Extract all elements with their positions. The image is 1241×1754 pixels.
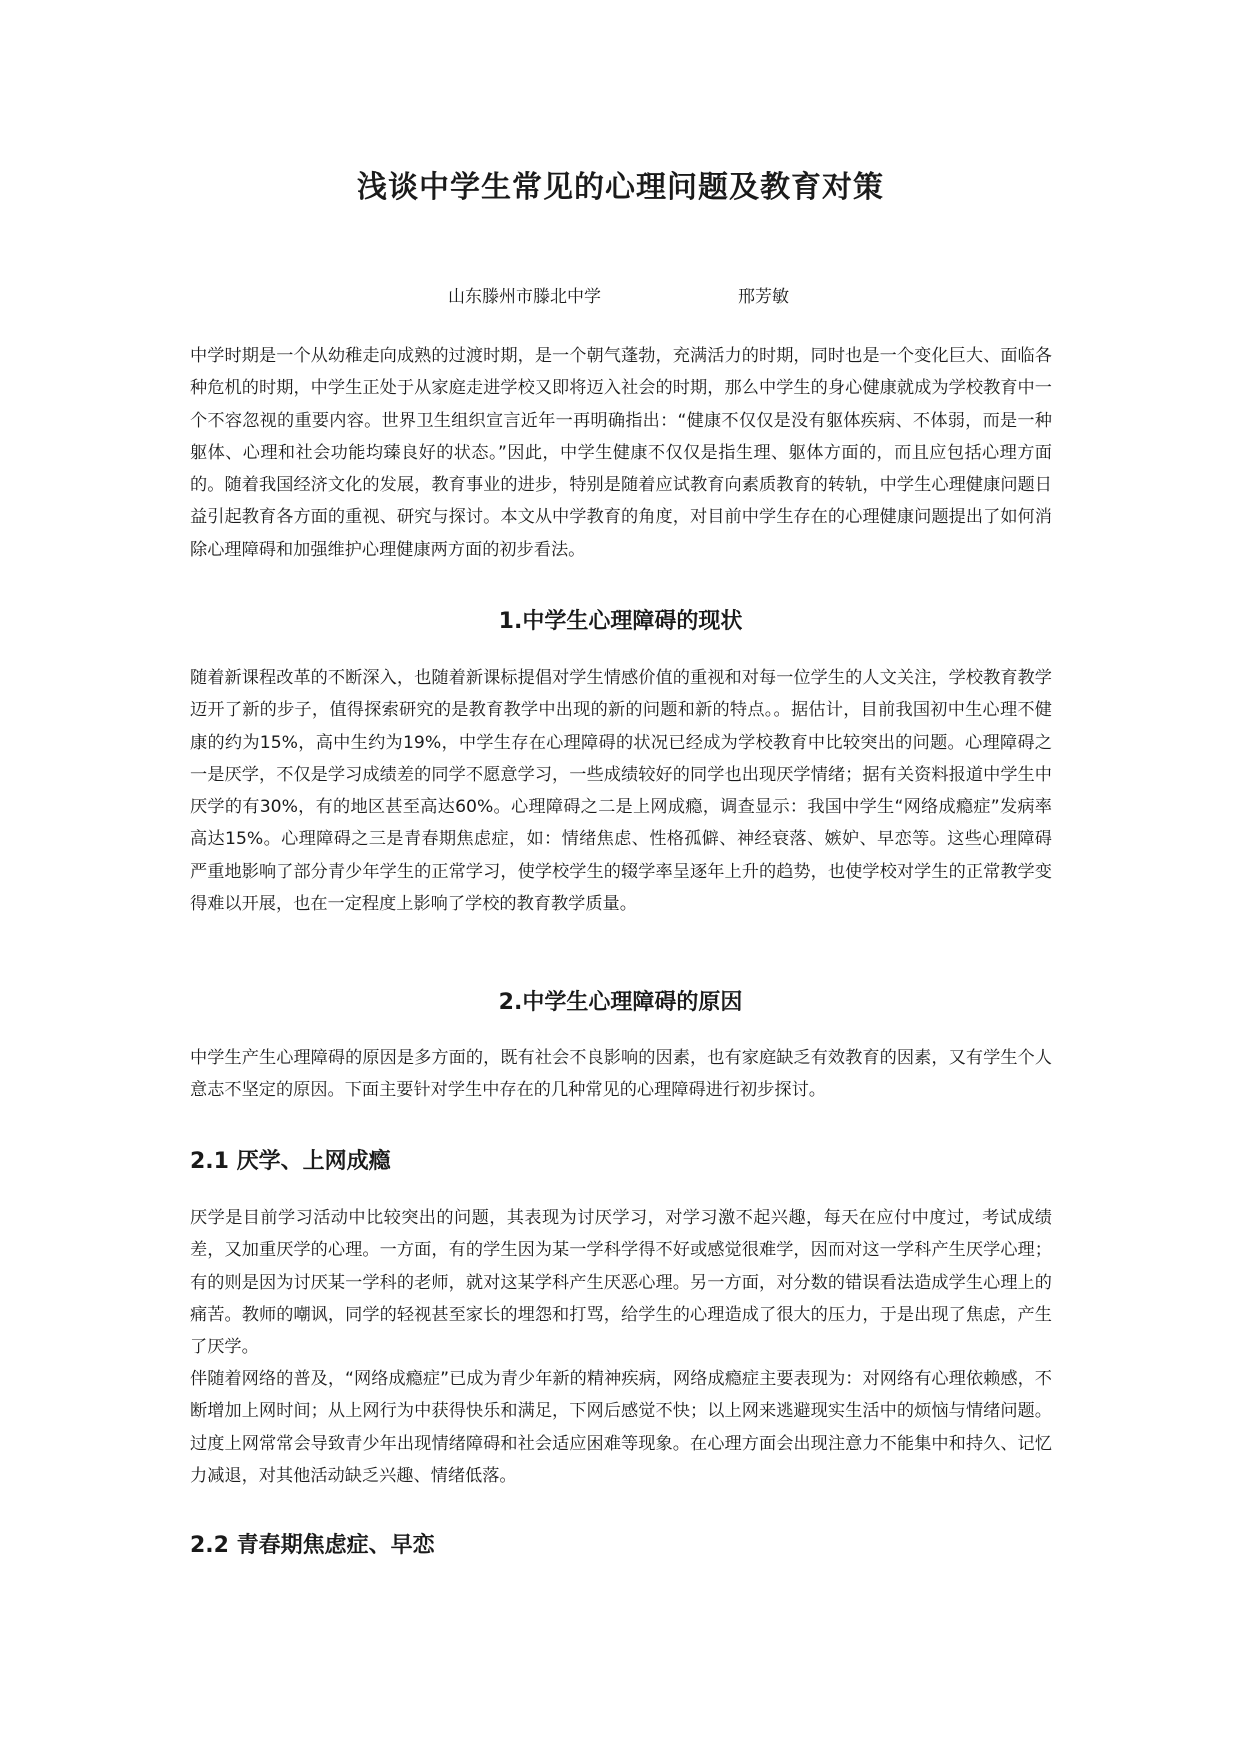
page-title: 浅谈中学生常见的心理问题及教育对策 [357, 170, 884, 205]
author-school: 山东滕州市滕北中学 [448, 287, 601, 307]
section1-heading: 1.中学生心理障碍的现状 [498, 609, 743, 634]
section1-text: 随着新课程改革的不断深入，也随着新课标提倡对学生情感价值的重视和对每一位学生的人文关注，学校教育教学迈开了新的步子，值得探索研究的是教育教学中出现的新的问题和新的特点。。据估计，目前我国初中生心理不健康的约为15%，高中生约为19%，中学生存在心理障碍的状况已经成为学校教育中比较突出的问题。心理障碍之一是厌学，不仅是学习成绩差的同学不愿意学习，一些成绩较好的同学也出现厌学情绪；据有关资料报道中学生中厌学的有30%，有的地区甚至高达60%。心理障碍之二是上网成瘾，调查显示：我国中学生“网络成瘾症”发病率高达15%。心理障碍之三是青春期焦虑症，如：情绪焦虑、性格孤僻、神经衰落、嫉妒、早恋等。这些心理障碍严重地影响了部分青少年学生的正常学习，使学校学生的辍学率呈逐年上升的趋势，也使学校对学生的正常教学变得难以开展，也在一定程度上影响了学校的教育教学质量。 [190, 668, 1052, 915]
intro-paragraph [190, 340, 1052, 566]
section2-2-heading: 2.2 青春期焦虑症、早恋 [190, 1533, 435, 1558]
section2-1-text-2: 伴随着网络的普及，“网络成瘾症”已成为青少年新的精神疾病，网络成瘾症主要表现为：对网络有心理依赖感，不断增加上网时间；从上网行为中获得快乐和满足，下网后感觉不快；以上网来逃避现实生活中的烦恼与情绪问题。过度上网常常会导致青少年出现情绪障碍和社会适应困难等现象。在心理方面会出现注意力不能集中和持久、记忆力减退，对其他活动缺乏兴趣、情绪低落。 [190, 1369, 1052, 1486]
section2-paragraph [190, 1042, 1052, 1107]
intro-text: 中学时期是一个从幼稚走向成熟的过渡时期，是一个朝气蓬勃，充满活力的时期，同时也是一个变化巨大、面临各种危机的时期，中学生正处于从家庭走进学校又即将迈入社会的时期，那么中学生的身心健康就成为学校教育中一个不容忽视的重要内容。世界卫生组织宣言近年一再明确指出：“健康不仅仅是没有躯体疾病、不体弱，而是一种躯体、心理和社会功能均臻良好的状态。”因此，中学生健康不仅仅是指生理、躯体方面的，而且应包括心理方面的。随着我国经济文化的发展，教育事业的进步，特别是随着应试教育向素质教育的转轨，中学生心理健康问题日益引起教育各方面的重视、研究与探讨。本文从中学教育的角度，对目前中学生存在的心理健康问题提出了如何消除心理障碍和加强维护心理健康两方面的初步看法。 [190, 346, 1052, 560]
section1-paragraph [190, 662, 1052, 920]
section2-heading: 2.中学生心理障碍的原因 [498, 990, 743, 1015]
section2-text: 中学生产生心理障碍的原因是多方面的，既有社会不良影响的因素，也有家庭缺乏有效教育的因素，又有学生个人意志不坚定的原因。下面主要针对学生中存在的几种常见的心理障碍进行初步探讨。 [190, 1048, 1052, 1101]
section2-1-heading: 2.1 厌学、上网成瘾 [190, 1149, 391, 1174]
section2-1-text-1: 厌学是目前学习活动中比较突出的问题，其表现为讨厌学习，对学习激不起兴趣，每天在应付中度过，考试成绩差，又加重厌学的心理。一方面，有的学生因为某一学科学得不好或感觉很难学，因而对这一学科产生厌学心理；有的则是因为讨厌某一学科的老师，就对这某学科产生厌恶心理。另一方面，对分数的错误看法造成学生心理上的痛苦。教师的嘲讽，同学的轻视甚至家长的埋怨和打骂，给学生的心理造成了很大的压力，于是出现了焦虑，产生了厌学。 [190, 1208, 1052, 1358]
section2-1-paragraph-2 [190, 1363, 1052, 1492]
author-name: 邢芳敏 [738, 287, 789, 307]
author-byline [448, 282, 789, 307]
section2-1-paragraph-1 [190, 1202, 1052, 1363]
